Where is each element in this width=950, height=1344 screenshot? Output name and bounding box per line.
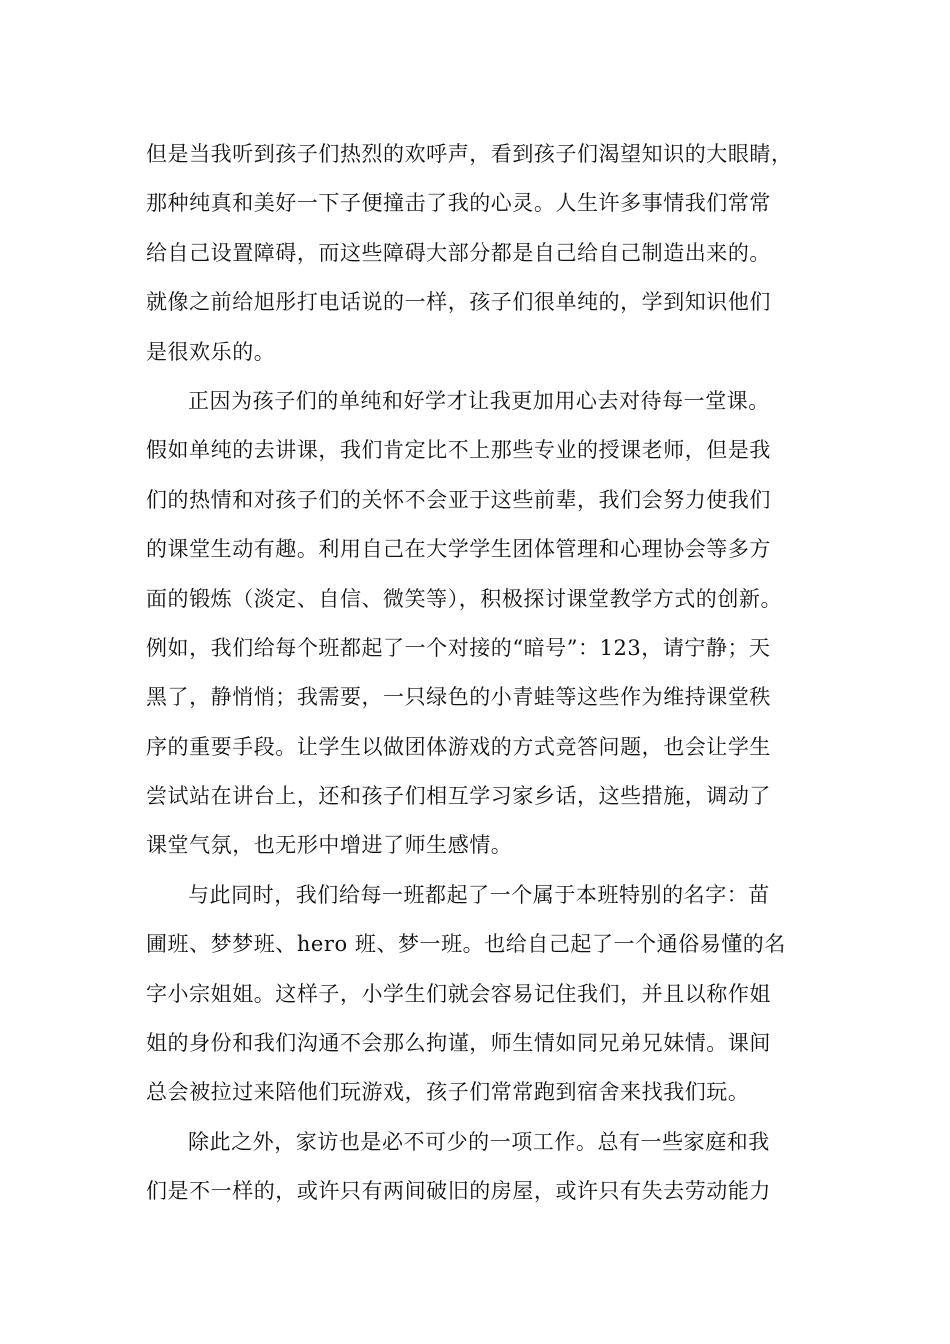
text-line: 就像之前给旭彤打电话说的一样，孩子们很单纯的，学到知识他们 [146,290,771,315]
text-line: 们的热情和对孩子们的关怀不会亚于这些前辈，我们会努力使我们 [146,487,771,512]
text-line: 除此之外，家访也是必不可少的一项工作。总有一些家庭和我 [188,1129,770,1154]
paragraph [146,130,846,377]
text-line: 给自己设置障碍，而这些障碍大部分都是自己给自己制造出来的。 [146,240,771,265]
text-line: 总会被拉过来陪他们玩游戏，孩子们常常跑到宿舍来找我们玩。 [146,1080,750,1105]
text-line: 序的重要手段。让学生以做团体游戏的方式竞答问题，也会让学生 [146,734,771,759]
text-line: 面的锻炼（淡定、自信、微笑等），积极探讨课堂教学方式的创新。 [146,586,782,611]
text-line: 与此同时，我们给每一班都起了一个属于本班特别的名字：苗 [188,882,770,907]
text-line: 尝试站在讲台上，还和孩子们相互学习家乡话，这些措施，调动了 [146,784,771,809]
text-line: 圃班、梦梦班、hero 班、梦一班。也给自己起了一个通俗易懂的名 [146,932,786,957]
text-line: 的课堂生动有趣。利用自己在大学学生团体管理和心理协会等多方 [146,537,771,562]
paragraph [146,1118,846,1217]
text-line: 姐的身份和我们沟通不会那么拘谨，师生情如同兄弟兄妹情。课间 [146,1031,771,1056]
text-line: 正因为孩子们的单纯和好学才让我更加用心去对待每一堂课。 [188,388,770,413]
paragraph [146,871,846,1118]
text-line: 假如单纯的去讲课，我们肯定比不上那些专业的授课老师，但是我 [146,438,771,463]
text-line: 但是当我听到孩子们热烈的欢呼声，看到孩子们渴望知识的大眼睛， [146,142,793,166]
body-text [146,130,846,1217]
paragraph [146,377,846,871]
text-line: 字小宗姐姐。这样子，小学生们就会容易记住我们，并且以称作姐 [146,981,771,1006]
text-line: 黑了，静悄悄；我需要，一只绿色的小青蛙等这些作为维持课堂秩 [146,685,771,710]
text-line: 例如，我们给每个班都起了一个对接的“暗号”：123，请宁静；天 [146,635,771,660]
text-line: 是很欢乐的。 [146,339,276,364]
text-line: 那种纯真和美好一下子便撞击了我的心灵。人生许多事情我们常常 [146,191,771,216]
text-line: 课堂气氛，也无形中增进了师生感情。 [146,833,513,858]
text-line: 们是不一样的，或许只有两间破旧的房屋，或许只有失去劳动能力 [146,1179,771,1204]
